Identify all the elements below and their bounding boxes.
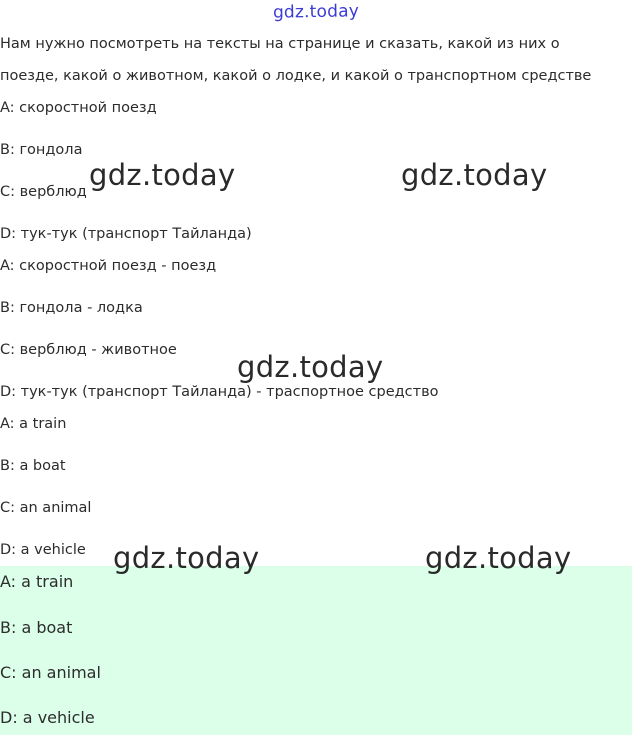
question-line-1: Нам нужно посмотреть на тексты на странице и сказать, какой из них о bbox=[0, 36, 560, 52]
watermark: gdz.today bbox=[89, 158, 236, 192]
answer-block bbox=[0, 566, 632, 735]
watermark: gdz.today bbox=[237, 350, 384, 384]
english-c: C: an animal bbox=[0, 500, 92, 516]
answer-d: D: a vehicle bbox=[0, 708, 95, 727]
classified-b: B: гондола - лодка bbox=[0, 300, 143, 316]
english-d: D: a vehicle bbox=[0, 542, 86, 558]
answer-c: C: an animal bbox=[0, 663, 101, 682]
answer-b: B: a boat bbox=[0, 618, 73, 637]
item-a: A: скоростной поезд bbox=[0, 100, 157, 116]
watermark: gdz.today bbox=[401, 158, 548, 192]
english-b: B: a boat bbox=[0, 458, 66, 474]
watermark: gdz.today bbox=[113, 541, 260, 575]
answer-a: A: a train bbox=[0, 572, 74, 591]
classified-d: D: тук-тук (транспорт Тайланда) - траспортное средство bbox=[0, 384, 439, 400]
english-a: A: a train bbox=[0, 416, 67, 432]
classified-a: A: скоростной поезд - поезд bbox=[0, 258, 217, 274]
item-c: C: верблюд bbox=[0, 184, 87, 200]
item-d: D: тук-тук (транспорт Тайланда) bbox=[0, 226, 252, 242]
item-b: B: гондола bbox=[0, 142, 83, 158]
watermark: gdz.today bbox=[425, 541, 572, 575]
question-line-2: поезде, какой о животном, какой о лодке, и какой о транспортном средстве bbox=[0, 68, 592, 84]
site-logo[interactable]: gdz.today bbox=[272, 1, 360, 23]
classified-c: C: верблюд - животное bbox=[0, 342, 177, 358]
